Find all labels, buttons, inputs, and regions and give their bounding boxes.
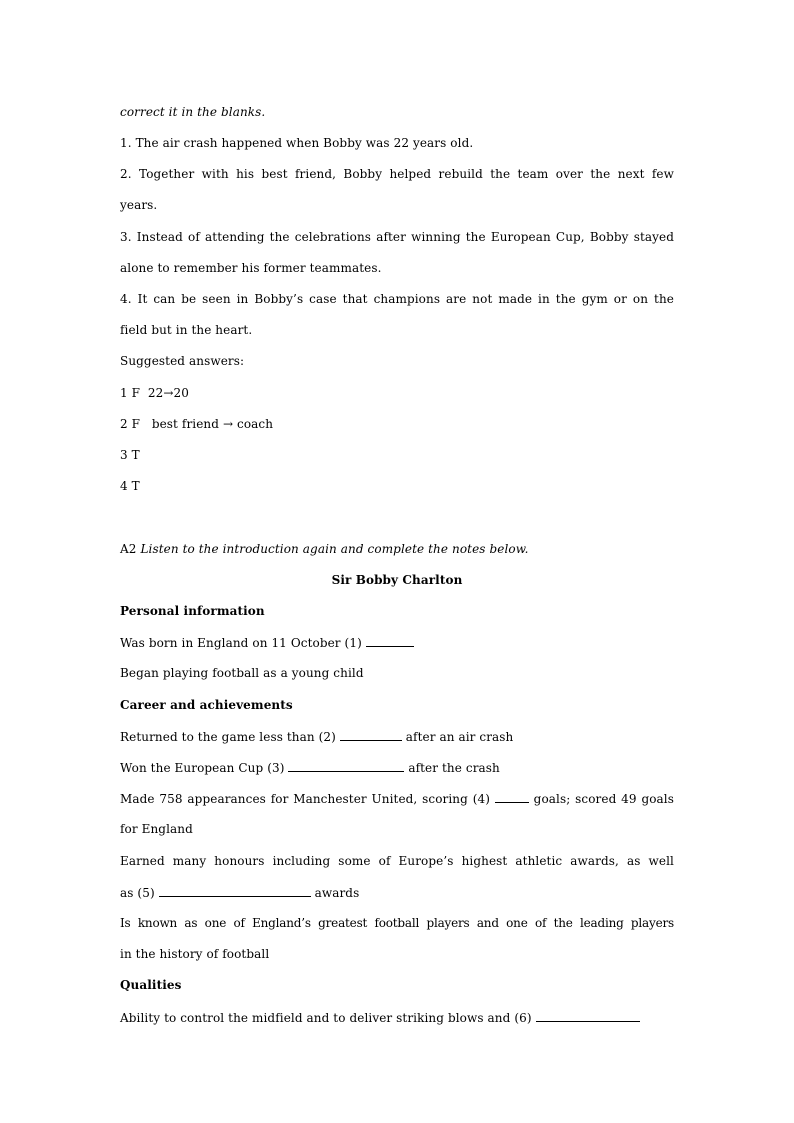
statement-3-cont: alone to remember his former teammates. [120, 261, 382, 275]
blank-1[interactable] [366, 634, 414, 647]
won-line [120, 759, 674, 775]
known-line-cont: in the history of football [120, 947, 270, 961]
began-line: Began playing football as a young child [120, 666, 364, 680]
answer-2: 2 F best friend → coach [120, 417, 274, 431]
a2-instruction-line [120, 541, 674, 557]
a2-instruction: Listen to the introduction again and complete the notes below. [140, 542, 529, 556]
answers-heading: Suggested answers: [120, 354, 245, 368]
made-line [120, 790, 674, 806]
personal-heading: Personal information [120, 604, 265, 618]
earned-after-text: awards [314, 886, 360, 900]
blank-3[interactable] [288, 759, 404, 772]
returned-text: Returned to the game less than (2) [120, 730, 336, 744]
made-after-text: goals; scored 49 goals [533, 792, 675, 806]
answer-1: 1 F 22→20 [120, 386, 189, 400]
made-line-cont: for England [120, 822, 193, 836]
returned-after-text: after an air crash [405, 730, 514, 744]
statement-3: 3. Instead of attending the celebrations after winning the European Cup, Bobby stayed [120, 230, 674, 244]
won-text: Won the European Cup (3) [120, 761, 285, 775]
returned-line [120, 728, 674, 744]
earned-line: Earned many honours including some of Europe’s highest athletic awards, as well [120, 854, 674, 868]
earned-text: as (5) [120, 886, 155, 900]
answer-3: 3 T [120, 448, 140, 462]
blank-2[interactable] [340, 728, 402, 741]
blank-5[interactable] [159, 884, 311, 897]
career-heading: Career and achievements [120, 698, 293, 712]
statement-1: 1. The air crash happened when Bobby was 22 years old. [120, 136, 474, 150]
statement-4: 4. It can be seen in Bobby’s case that champions are not made in the gym or on the [120, 292, 674, 306]
known-line: Is known as one of England’s greatest football players and one of the leading players [120, 916, 674, 930]
earned-line-cont [120, 884, 674, 900]
statement-2: 2. Together with his best friend, Bobby helped rebuild the team over the next few [120, 167, 674, 181]
blank-6[interactable] [536, 1009, 640, 1022]
statement-4-cont: field but in the heart. [120, 323, 253, 337]
ability-text: Ability to control the midfield and to deliver striking blows and (6) [120, 1011, 532, 1025]
notes-title: Sir Bobby Charlton [331, 573, 463, 587]
made-text: Made 758 appearances for Manchester United, scoring (4) [120, 792, 491, 806]
a2-label: A2 [120, 542, 137, 556]
answer-4: 4 T [120, 479, 140, 493]
born-text: Was born in England on 11 October (1) [120, 636, 362, 650]
intro-instruction: correct it in the blanks. [120, 105, 266, 119]
born-line [120, 634, 674, 650]
won-after-text: after the crash [408, 761, 500, 775]
blank-4[interactable] [495, 790, 529, 803]
statement-2-cont: years. [120, 198, 158, 212]
qualities-heading: Qualities [120, 978, 182, 992]
ability-line [120, 1009, 674, 1025]
